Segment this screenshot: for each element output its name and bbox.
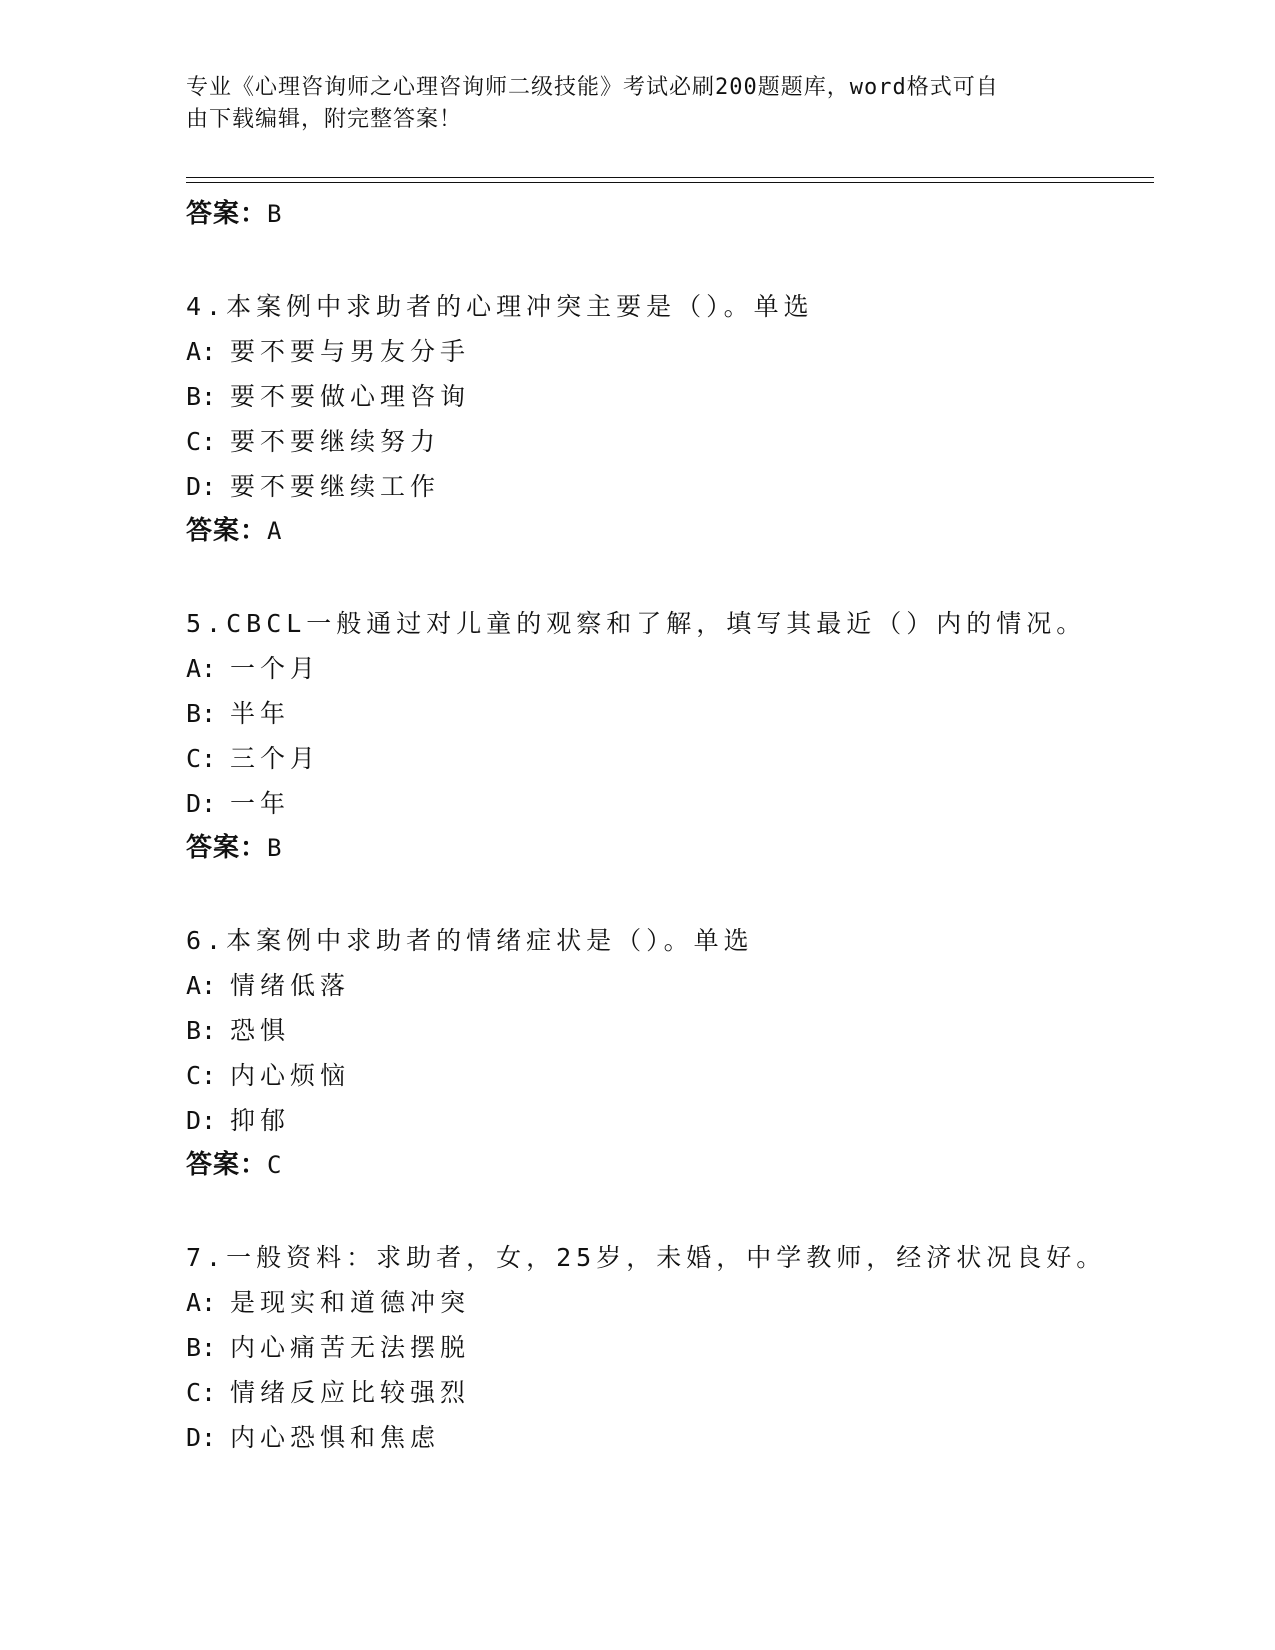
answer-label: 答案： bbox=[186, 516, 268, 546]
option-item bbox=[186, 1098, 1154, 1143]
option-letter: D: bbox=[186, 789, 217, 818]
option-text: 一年 bbox=[230, 789, 291, 818]
option-text: 是现实和道德冲突 bbox=[230, 1288, 471, 1317]
header-line-2: 由下载编辑，附完整答案！ bbox=[186, 107, 463, 132]
option-item bbox=[186, 419, 1154, 464]
question-block bbox=[186, 918, 1154, 1187]
document-header bbox=[186, 72, 1066, 136]
option-letter: A: bbox=[186, 1288, 217, 1317]
option-text: 要不要继续工作 bbox=[230, 472, 441, 501]
option-letter: D: bbox=[186, 1423, 217, 1452]
question-stem: 4.本案例中求助者的心理冲突主要是（）。单选 bbox=[186, 292, 814, 321]
option-item bbox=[186, 1053, 1154, 1098]
header-line-1: 专业《心理咨询师之心理咨询师二级技能》考试必刷200题题库，word格式可自 bbox=[186, 75, 999, 100]
option-item bbox=[186, 736, 1154, 781]
option-text: 内心烦恼 bbox=[230, 1061, 351, 1090]
option-letter: D: bbox=[186, 472, 217, 501]
option-letter: C: bbox=[186, 1061, 217, 1090]
answer-label: 答案： bbox=[186, 1150, 268, 1180]
option-letter: A: bbox=[186, 654, 217, 683]
answer-value: C bbox=[267, 1151, 283, 1179]
option-item bbox=[186, 1280, 1154, 1325]
option-item bbox=[186, 691, 1154, 736]
header-rule-top bbox=[186, 177, 1154, 178]
spacer bbox=[186, 553, 1154, 601]
option-item bbox=[186, 963, 1154, 1008]
option-item bbox=[186, 646, 1154, 691]
answer-value: B bbox=[267, 834, 283, 862]
spacer bbox=[186, 1187, 1154, 1235]
option-letter: B: bbox=[186, 382, 217, 411]
option-item bbox=[186, 329, 1154, 374]
option-item bbox=[186, 1008, 1154, 1053]
answer-value: B bbox=[267, 200, 283, 228]
option-item bbox=[186, 1415, 1154, 1460]
question-stem: 6.本案例中求助者的情绪症状是（）。单选 bbox=[186, 926, 754, 955]
option-item bbox=[186, 1325, 1154, 1370]
option-letter: D: bbox=[186, 1106, 217, 1135]
question-block bbox=[186, 1235, 1154, 1460]
option-text: 要不要与男友分手 bbox=[230, 337, 471, 366]
option-letter: A: bbox=[186, 971, 217, 1000]
question-block bbox=[186, 601, 1154, 870]
option-item bbox=[186, 781, 1154, 826]
option-letter: C: bbox=[186, 1378, 217, 1407]
option-text: 抑郁 bbox=[230, 1106, 291, 1135]
question-list bbox=[186, 192, 1154, 1460]
spacer bbox=[186, 870, 1154, 918]
answer-label: 答案： bbox=[186, 833, 268, 863]
option-item bbox=[186, 464, 1154, 509]
answer-line bbox=[186, 826, 1154, 870]
answer-value: A bbox=[267, 517, 283, 545]
question-stem: 7.一般资料：求助者，女，25岁，未婚，中学教师，经济状况良好。 bbox=[186, 1243, 1107, 1272]
option-item bbox=[186, 374, 1154, 419]
option-letter: C: bbox=[186, 744, 217, 773]
answer-line bbox=[186, 192, 1154, 236]
option-text: 一个月 bbox=[230, 654, 321, 683]
option-text: 要不要做心理咨询 bbox=[230, 382, 471, 411]
answer-line bbox=[186, 1143, 1154, 1187]
option-letter: B: bbox=[186, 1333, 217, 1362]
option-text: 半年 bbox=[230, 699, 291, 728]
answer-line bbox=[186, 509, 1154, 553]
option-text: 内心恐惧和焦虑 bbox=[230, 1423, 441, 1452]
option-letter: A: bbox=[186, 337, 217, 366]
option-text: 恐惧 bbox=[230, 1016, 291, 1045]
option-letter: B: bbox=[186, 1016, 217, 1045]
spacer bbox=[186, 236, 1154, 284]
option-text: 内心痛苦无法摆脱 bbox=[230, 1333, 471, 1362]
question-block bbox=[186, 284, 1154, 553]
option-text: 情绪低落 bbox=[230, 971, 351, 1000]
header-rule-bottom bbox=[186, 182, 1154, 183]
question-stem: 5.CBCL一般通过对儿童的观察和了解，填写其最近（）内的情况。 bbox=[186, 609, 1087, 638]
option-letter: B: bbox=[186, 699, 217, 728]
option-text: 情绪反应比较强烈 bbox=[230, 1378, 471, 1407]
answer-label: 答案： bbox=[186, 199, 268, 229]
option-text: 要不要继续努力 bbox=[230, 427, 441, 456]
option-item bbox=[186, 1370, 1154, 1415]
option-letter: C: bbox=[186, 427, 217, 456]
option-text: 三个月 bbox=[230, 744, 321, 773]
